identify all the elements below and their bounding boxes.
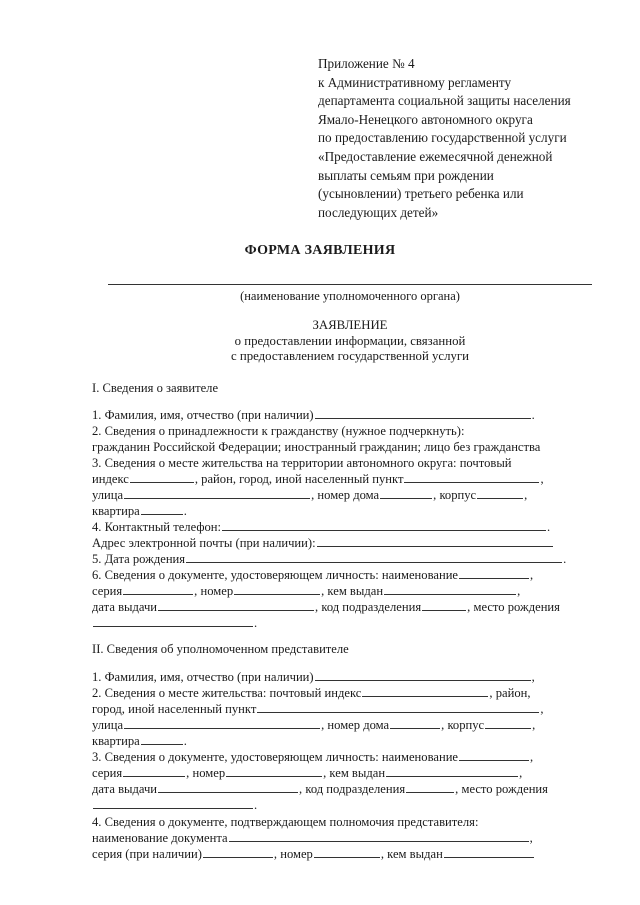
authority-name-field[interactable] [108, 284, 592, 285]
authority-doc-name-field[interactable] [229, 831, 529, 842]
statement-subtitle-line: о предоставлении информации, связанной [234, 333, 466, 348]
field-label: , место рождения [467, 600, 560, 614]
id-dept-code-field[interactable] [422, 600, 466, 611]
id-document-row-4: . [92, 616, 257, 631]
applicant-fullname-row: 1. Фамилия, имя, отчество (при наличии) . [92, 408, 535, 422]
rep-birthplace-field[interactable] [93, 798, 253, 809]
rep-postal-index-field[interactable] [362, 686, 488, 697]
field-label: , район, город, иной населенный пункт [194, 472, 404, 486]
field-label: 6. Сведения о документе, удостоверяющем личность: наименование [92, 568, 459, 582]
rep-address-row-3: улица , номер дома , корпус , [92, 718, 536, 732]
statement-subtitle-line: с предоставлением государственной услуги [231, 349, 469, 363]
field-label: Адрес электронной почты (при наличии): [92, 536, 316, 550]
field-label: , номер [194, 584, 234, 598]
rep-fullname-row: 1. Фамилия, имя, отчество (при наличии) , [92, 670, 535, 684]
birthplace-field[interactable] [93, 616, 253, 627]
rep-id-dept-code-field[interactable] [406, 782, 454, 793]
annex-line: (усыновлении) третьего ребенка или [318, 186, 524, 202]
rep-id-series-field[interactable] [123, 766, 185, 777]
field-label: 2. Сведения о месте жительства: почтовый индекс [92, 686, 362, 700]
rep-locality-field[interactable] [257, 702, 539, 713]
applicant-fullname-field[interactable] [315, 408, 531, 419]
rep-id-document-row-2: серия , номер , кем выдан , [92, 766, 523, 780]
locality-field[interactable] [404, 472, 539, 483]
address-row-3: квартира . [92, 504, 187, 518]
field-label: 1. Фамилия, имя, отчество (при наличии) [92, 670, 314, 684]
field-label: 3. Сведения о документе, удостоверяющем личность: наименование [92, 750, 459, 764]
rep-id-document-row-3 [92, 782, 548, 797]
birthdate-field[interactable] [186, 552, 562, 563]
field-label: , кем выдан [380, 847, 443, 861]
street-field[interactable] [124, 488, 310, 499]
rep-id-document-row-4: . [92, 798, 257, 813]
address-row-2: улица , номер дома , корпус , [92, 488, 528, 502]
flat-field[interactable] [141, 504, 183, 515]
field-label: улица [92, 488, 124, 502]
field-label: , кем выдан [321, 584, 384, 598]
field-label: , место рождения [455, 782, 548, 796]
field-label: , район, [489, 686, 531, 700]
annex-header [318, 55, 633, 222]
field-label: , кем выдан [323, 766, 386, 780]
phone-field[interactable] [222, 520, 546, 531]
id-document-row-1: 6. Сведения о документе, удостоверяющем личность: наименование , [92, 568, 534, 582]
email-field[interactable] [317, 536, 553, 547]
rep-building-field[interactable] [485, 718, 531, 729]
rep-id-doc-name-field[interactable] [459, 750, 529, 761]
field-label: квартира [92, 504, 140, 518]
birthdate-row: 5. Дата рождения . [92, 552, 567, 566]
annex-line: к Административному регламенту [318, 74, 512, 90]
field-label: серия (при наличии) [92, 847, 202, 861]
rep-id-number-field[interactable] [226, 766, 322, 777]
annex-line: последующих детей» [318, 204, 439, 220]
field-label: , код подразделения [315, 600, 422, 614]
field-label: серия [92, 766, 123, 780]
field-label: 4. Контактный телефон: [92, 520, 222, 534]
authority-doc-series-field[interactable] [203, 847, 273, 858]
field-label: , номер [186, 766, 226, 780]
id-document-row-3 [92, 600, 560, 615]
field-label: , номер [273, 847, 313, 861]
rep-street-field[interactable] [124, 718, 320, 729]
rep-fullname-field[interactable] [315, 670, 531, 681]
field-label: дата выдачи [92, 782, 158, 796]
rep-address-row-2: город, иной населенный пункт , [92, 702, 544, 716]
authority-doc-number-field[interactable] [314, 847, 380, 858]
field-label: 1. Фамилия, имя, отчество (при наличии) [92, 408, 314, 422]
authority-doc-issued-by-field[interactable] [444, 847, 534, 858]
citizenship-options[interactable]: гражданин Российской Федерации; иностранный гражданин; лицо без гражданства [92, 440, 541, 454]
rep-id-issue-date-field[interactable] [158, 782, 298, 793]
rep-flat-field[interactable] [141, 734, 183, 745]
rep-house-field[interactable] [390, 718, 440, 729]
field-label: 4. Сведения о документе, подтверждающем полномочия представителя: [92, 815, 479, 829]
id-document-row-2: серия , номер , кем выдан , [92, 584, 521, 598]
id-issue-date-field[interactable] [158, 600, 314, 611]
field-label: 2. Сведения о принадлежности к гражданству (нужное подчеркнуть): [92, 424, 465, 438]
id-series-field[interactable] [123, 584, 193, 595]
field-label: , код подразделения [299, 782, 406, 796]
field-label: индекс [92, 472, 129, 486]
field-label: , номер дома [321, 718, 390, 732]
field-label: наименование документа [92, 831, 228, 845]
authority-doc-row-2 [92, 847, 535, 862]
authority-doc-row-1: наименование документа , [92, 831, 533, 845]
field-label: квартира [92, 734, 140, 748]
annex-line: Ямало-Ненецкого автономного округа [318, 111, 533, 127]
rep-address-row-1 [92, 686, 531, 701]
annex-line: Приложение № 4 [318, 56, 415, 71]
section-representative-heading: II. Сведения об уполномоченном представителе [92, 642, 349, 656]
postal-index-field[interactable] [130, 472, 194, 483]
form-title: ФОРМА ЗАЯВЛЕНИЯ [244, 243, 396, 258]
phone-row: 4. Контактный телефон: . [92, 520, 551, 534]
id-issued-by-field[interactable] [384, 584, 516, 595]
address-row-1: индекс , район, город, иной населенный пункт , [92, 472, 544, 486]
section-applicant-heading: I. Сведения о заявителе [92, 381, 219, 395]
field-label: , номер дома [311, 488, 380, 502]
field-label: город, иной населенный пункт [92, 702, 257, 716]
statement-heading [0, 318, 640, 365]
rep-id-document-row-1: 3. Сведения о документе, удостоверяющем личность: наименование , [92, 750, 534, 764]
field-label: улица [92, 718, 124, 732]
field-label: дата выдачи [92, 600, 158, 614]
annex-line: по предоставлению государственной услуги [318, 130, 567, 146]
field-label: , корпус [441, 718, 485, 732]
field-label: 3. Сведения о месте жительства на территории автономного округа: почтовый [92, 456, 512, 470]
email-row [92, 536, 554, 551]
rep-id-issued-by-field[interactable] [386, 766, 518, 777]
annex-line: департамента социальной защиты населения [318, 93, 571, 109]
house-field[interactable] [380, 488, 432, 499]
field-label: серия [92, 584, 123, 598]
annex-line: выплаты семьям при рождении [318, 167, 494, 183]
annex-line: «Предоставление ежемесячной денежной [318, 148, 553, 164]
id-doc-name-field[interactable] [459, 568, 529, 579]
field-label: , корпус [433, 488, 477, 502]
rep-address-row-4: квартира . [92, 734, 187, 748]
id-number-field[interactable] [234, 584, 320, 595]
field-label: 5. Дата рождения [92, 552, 186, 566]
building-field[interactable] [477, 488, 523, 499]
authority-caption: (наименование уполномоченного органа) [240, 289, 460, 303]
statement-title: ЗАЯВЛЕНИЕ [312, 318, 388, 332]
